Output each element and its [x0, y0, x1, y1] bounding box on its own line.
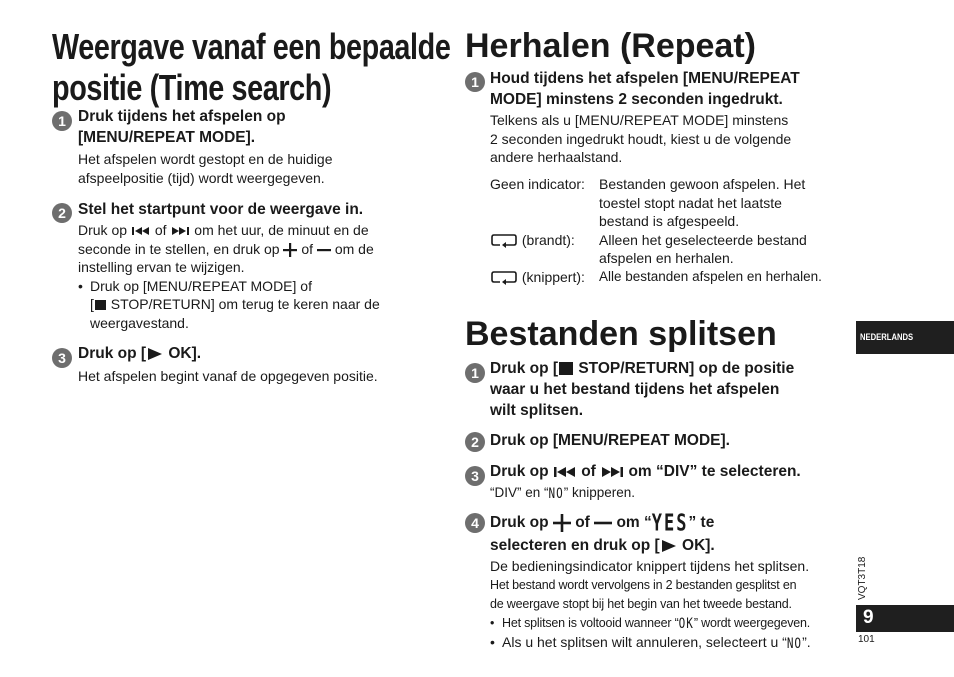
stop-icon: [94, 299, 107, 311]
skip-forward-icon: [600, 466, 624, 478]
text: ” wordt weergegeven.: [693, 616, 811, 630]
mode-key: (knippert):: [521, 268, 585, 285]
mode-desc-line: Alleen het geselecteerde bestand: [599, 231, 807, 248]
body-line-2: 2 seconden ingedrukt houdt, kiest u de volgende: [490, 130, 792, 147]
repeat-one-icon: [490, 233, 518, 249]
split-step-number-3: 3: [465, 466, 485, 486]
document-code-text: VQT3T18: [857, 556, 868, 600]
step-3-body: Het afspelen begint vanaf de opgegeven positie.: [78, 368, 378, 384]
split-step-number-1: 1: [465, 363, 485, 383]
heading-line-2: MODE] minstens 2 seconden ingedrukt.: [490, 91, 783, 108]
split-bullet-2: [490, 633, 860, 653]
section-title-split: Bestanden splitsen: [465, 315, 777, 353]
step-2-heading: Stel het startpunt voor de weergave in.: [78, 201, 364, 218]
section-title-repeat: Herhalen (Repeat): [465, 27, 756, 65]
split-step-4-heading: [490, 512, 860, 556]
text: om het uur, de minuut en de: [194, 222, 369, 238]
skip-back-icon: [131, 226, 151, 236]
body-line-3: de weergave stopt bij het begin van het tweede bestand.: [490, 597, 792, 611]
text: ” te: [688, 514, 715, 531]
title-line-2: positie (Time search): [52, 67, 332, 108]
section-title-time-search: [52, 26, 450, 108]
minus-icon: [594, 514, 612, 532]
page-number: 9: [863, 607, 874, 628]
step-1-heading-line-2: [MENU/REPEAT MODE].: [78, 129, 256, 146]
repeat-step-number-1: 1: [465, 72, 485, 92]
step-number-1: 1: [52, 111, 72, 131]
text: OK].: [682, 537, 715, 554]
mode-desc-line: Alle bestanden afspelen en herhalen.: [599, 268, 822, 284]
text: Het splitsen is voltooid wanneer “: [502, 616, 679, 630]
repeat-step-1-body: [490, 111, 850, 167]
title-line-1: Weergave vanaf een bepaalde: [52, 26, 451, 67]
text: STOP/RETURN] om terug te keren naar de: [110, 296, 380, 312]
body-line-1: De bedieningsindicator knippert tijdens het splitsen.: [490, 558, 810, 574]
text: Als u het splitsen wilt annuleren, selecteert u “: [502, 634, 787, 650]
step-1-heading: [78, 106, 418, 148]
split-step-number-2: 2: [465, 432, 485, 452]
step-3-heading: [78, 343, 201, 364]
body-line-2: Het bestand wordt vervolgens in 2 bestanden gesplitst en: [490, 578, 797, 592]
split-step-4-body: [490, 557, 860, 653]
step-1-body-line-1: Het afspelen wordt gestopt en de huidige: [78, 151, 333, 167]
step-number-2: 2: [52, 203, 72, 223]
text: ” knipperen.: [563, 485, 636, 500]
step-1-body-line-2: afspeelpositie (tijd) wordt weergegeven.: [78, 169, 325, 186]
text: of: [301, 240, 314, 257]
text: of: [154, 222, 167, 238]
step-2-bullet: [78, 277, 438, 333]
step-number-3: 3: [52, 348, 72, 368]
body-line-3: andere herhaalstand.: [490, 149, 623, 165]
stop-icon: [558, 361, 574, 376]
text: [: [90, 296, 94, 312]
play-icon: [146, 347, 164, 361]
split-step-2-heading: Druk op [MENU/REPEAT MODE].: [490, 432, 730, 449]
text: Druk op [: [490, 360, 559, 377]
lcd-no-display: NO: [786, 635, 803, 652]
heading-line-2: waar u het bestand tijdens het afspelen: [490, 381, 780, 398]
text: STOP/RETURN] op de positie: [578, 360, 795, 377]
plus-icon: [283, 243, 297, 257]
text: of: [575, 514, 590, 531]
repeat-mode-row: [490, 231, 860, 268]
step-2-body-line-3: instelling ervan te wijzigen.: [78, 259, 245, 275]
mode-desc-line: toestel stopt nadat het laatste: [599, 194, 782, 211]
mode-key: Geen indicator:: [490, 176, 585, 192]
skip-back-icon: [553, 466, 577, 478]
bullet-line-1: • Druk op [MENU/REPEAT MODE] of: [90, 277, 312, 294]
text: Druk op [: [78, 345, 147, 362]
text: “DIV” en “: [490, 485, 549, 500]
document-code: [857, 557, 868, 600]
bullet-line-3: weergavestand.: [90, 314, 189, 331]
text: ”.: [802, 634, 811, 650]
body-line-1: Telkens als u [MENU/REPEAT MODE] minstens: [490, 112, 789, 128]
text: Druk op: [78, 222, 128, 238]
repeat-mode-table: [490, 175, 860, 286]
split-step-1-heading: [490, 358, 860, 421]
mode-key: (brandt):: [521, 231, 575, 248]
text: Druk op: [490, 463, 549, 480]
language-tab: [856, 321, 954, 354]
mode-desc-line: bestand is afgespeeld.: [599, 213, 740, 229]
repeat-step-1-heading: [490, 68, 860, 110]
lcd-ok-display: OK: [678, 615, 694, 632]
split-bullet-1: [490, 614, 860, 633]
lcd-no-display: NO: [548, 484, 564, 502]
heading-line-1: Houd tijdens het afspelen [MENU/REPEAT: [490, 70, 800, 87]
mode-desc-line: afspelen en herhalen.: [599, 250, 734, 266]
language-label: NEDERLANDS: [860, 332, 914, 342]
minus-icon: [317, 243, 331, 257]
lcd-yes-display: YES: [651, 510, 689, 538]
repeat-mode-row: [490, 268, 860, 287]
text: selecteren en druk op [: [490, 537, 660, 554]
heading-line-3: wilt splitsen.: [490, 402, 584, 419]
text: om de: [334, 240, 374, 257]
text: om “DIV” te selecteren.: [628, 463, 801, 480]
repeat-mode-row: [490, 175, 860, 231]
text: OK].: [168, 345, 202, 362]
step-1-body: [78, 150, 428, 187]
sub-page-number: 101: [858, 634, 875, 645]
plus-icon: [553, 514, 571, 532]
play-icon: [660, 539, 678, 553]
text: om “: [616, 514, 652, 531]
skip-forward-icon: [170, 226, 190, 236]
split-step-3-body: [490, 484, 635, 503]
repeat-all-icon: [490, 270, 518, 286]
split-step-3-heading: [490, 461, 801, 482]
text: seconde in te stellen, en druk op: [78, 240, 280, 257]
text: of: [581, 463, 596, 480]
text: Druk op: [490, 514, 549, 531]
mode-desc-line: Bestanden gewoon afspelen. Het: [599, 176, 806, 192]
page-number-tab: [856, 605, 954, 632]
step-1-heading-line-1: Druk tijdens het afspelen op: [78, 108, 286, 125]
split-step-number-4: 4: [465, 513, 485, 533]
step-2-body: [78, 221, 438, 332]
